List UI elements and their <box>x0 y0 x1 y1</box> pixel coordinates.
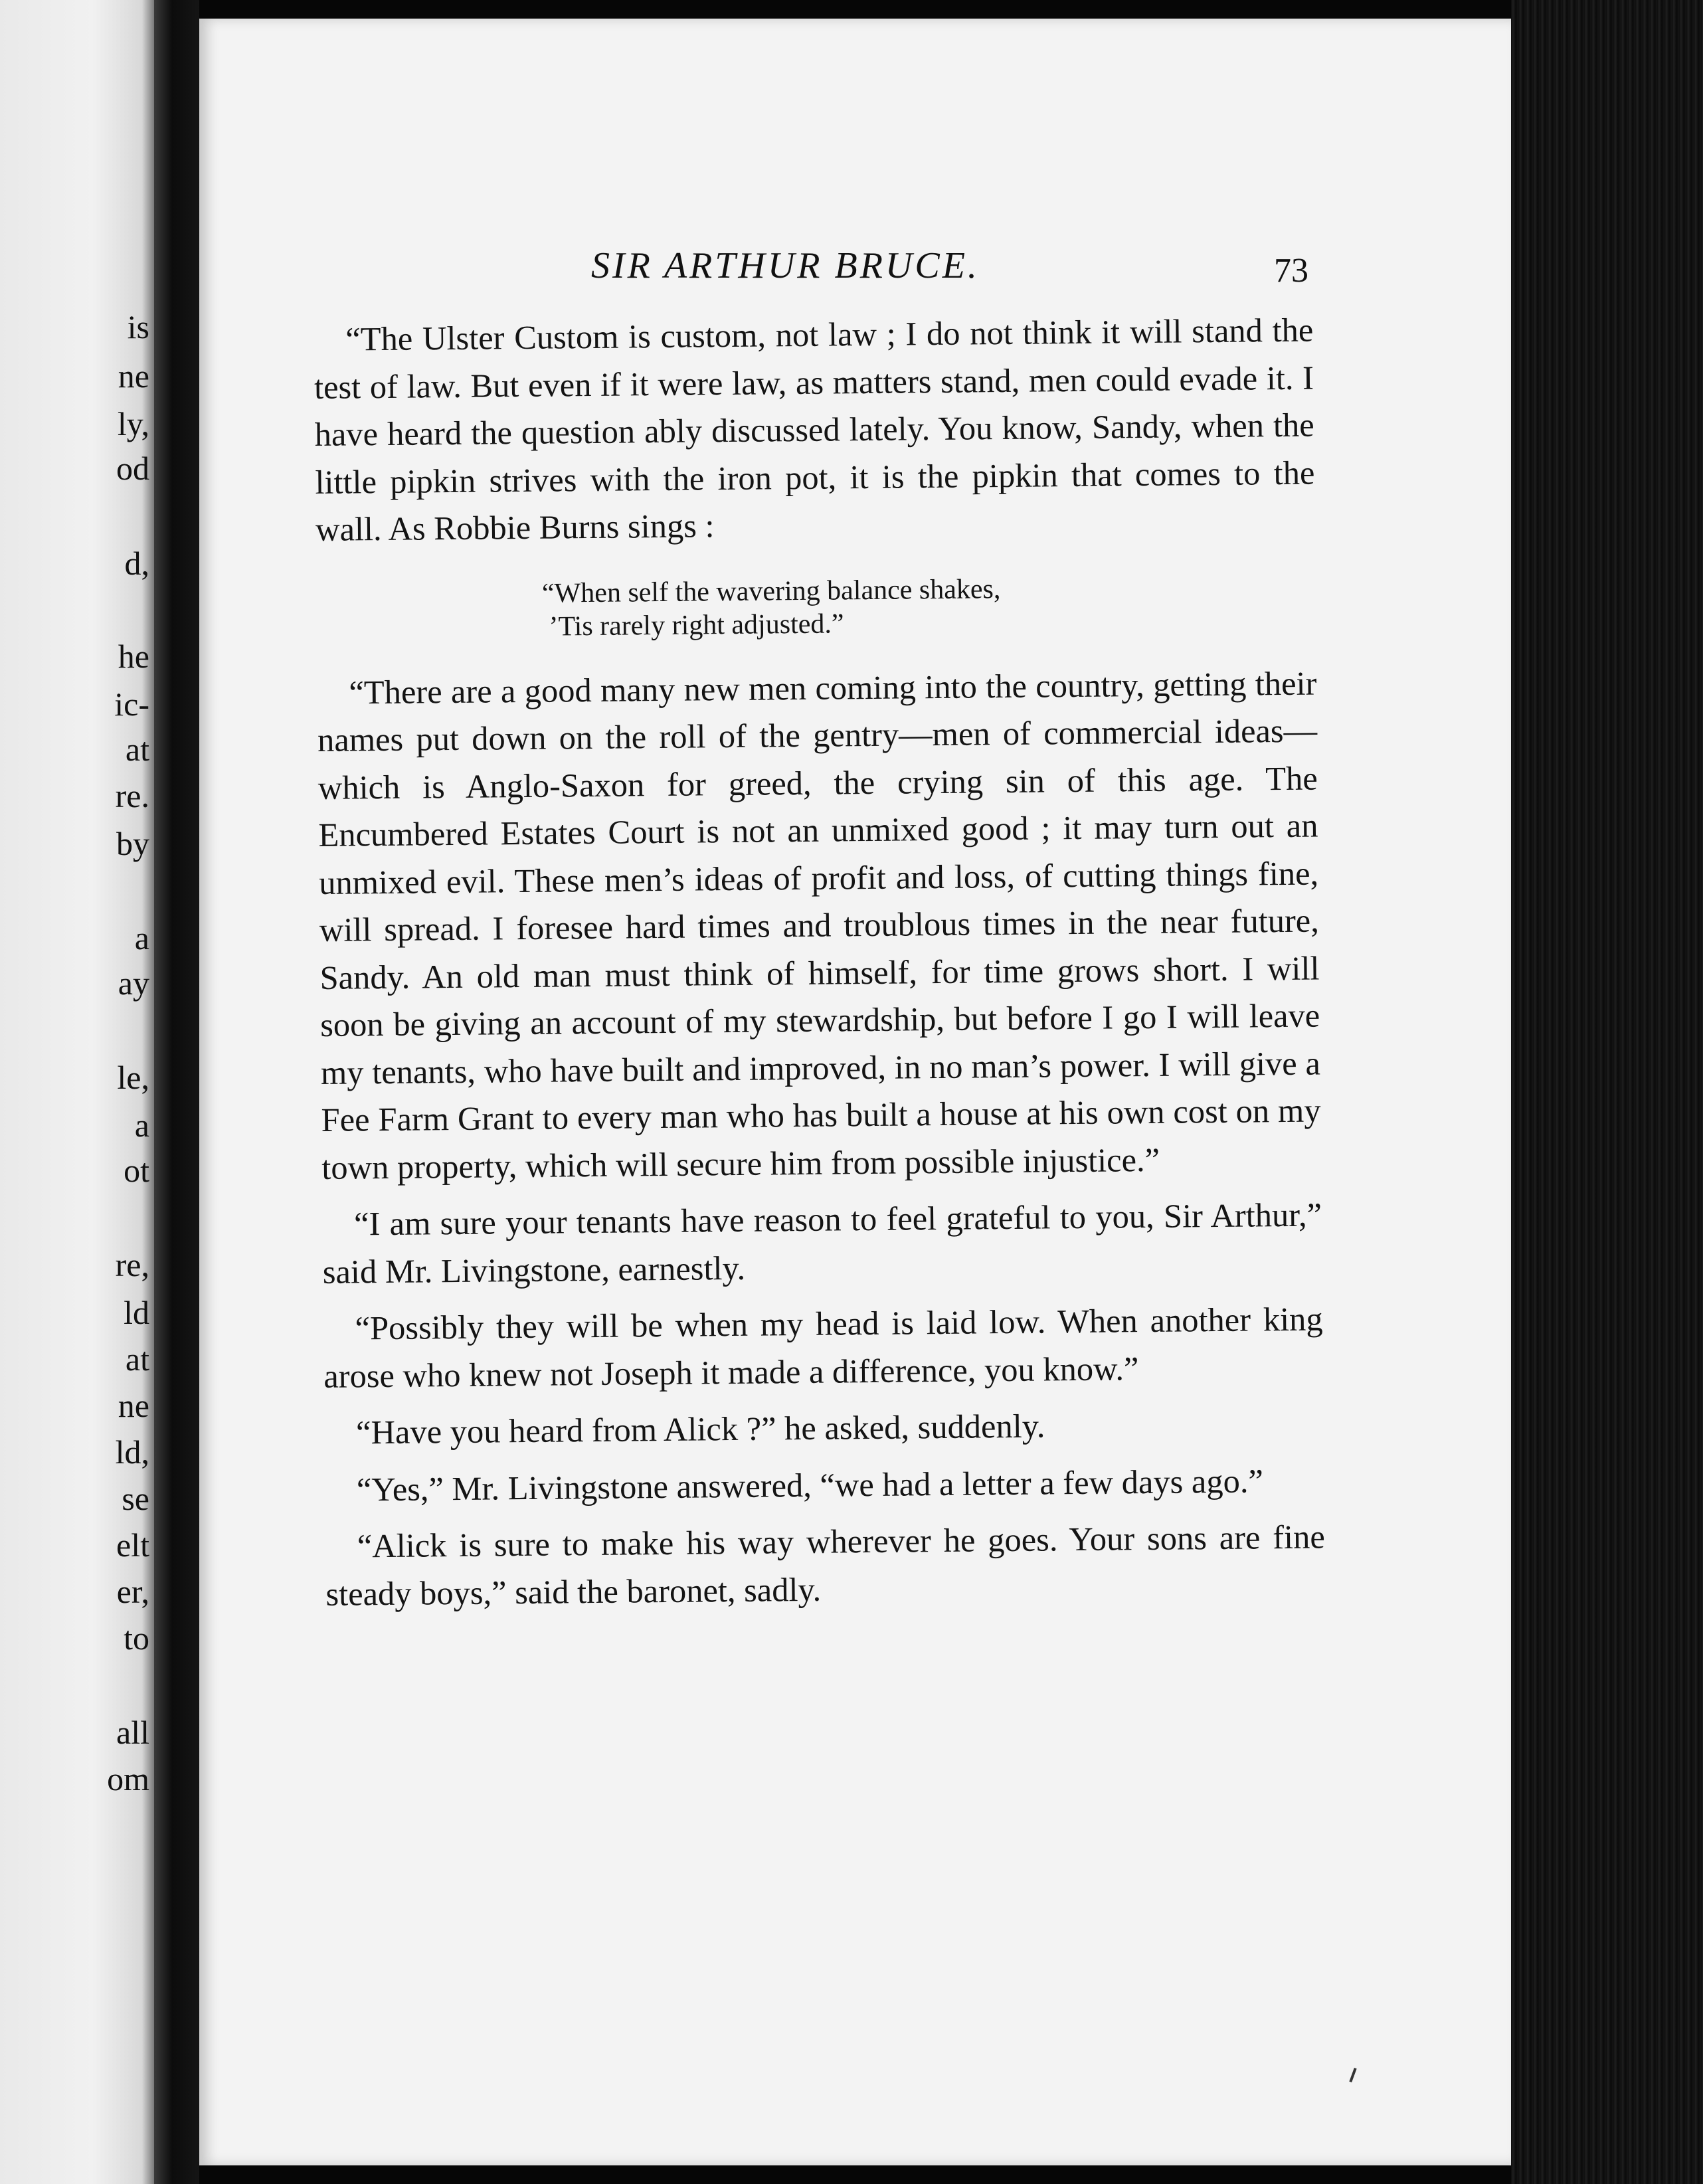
paragraph: “I am sure your tenants have reason to feel grateful to you, Sir Arthur,” said Mr. Livingstone, earnestly. <box>322 1196 1322 1291</box>
running-title: SIR ARTHUR BRUCE. <box>591 245 980 286</box>
verse-quote <box>542 569 1316 643</box>
facing-fragment: at <box>125 731 149 768</box>
facing-fragment: ne <box>118 357 149 395</box>
facing-fragment: se <box>122 1480 149 1517</box>
facing-fragment: ld <box>124 1294 149 1331</box>
facing-fragment: by <box>116 825 149 862</box>
paragraph: “Have you heard from Alick ?” he asked, suddenly. <box>355 1407 1045 1451</box>
book-gutter <box>154 0 199 2184</box>
facing-fragment: d, <box>124 545 149 582</box>
paragraph: “Possibly they will be when my head is laid low. When another king arose who knew not Joseph it made a difference, you know.” <box>323 1300 1323 1395</box>
paper-speck <box>1349 2068 1356 2082</box>
facing-fragment: a <box>134 919 149 956</box>
facing-page <box>0 0 154 2184</box>
facing-fragment: elt <box>116 1526 149 1564</box>
facing-fragment: ld, <box>115 1433 149 1471</box>
paragraph: “The Ulster Custom is custom, not law ; I do not think it will stand the test of law. But even if it were law, as matters stand, men could evade it. I have heard the question ably discussed lately. You know, Sandy, when the little pipkin strives with the iron pot, it is the pipkin that comes to the wall. As Robbie Burns sings : <box>314 311 1315 548</box>
facing-page-text-fragments <box>0 0 154 2184</box>
page-number: 73 <box>1274 252 1308 290</box>
verse-line: ’Tis rarely right adjusted.” <box>549 608 844 642</box>
facing-fragment: ly, <box>117 405 149 442</box>
facing-fragment: he <box>118 638 149 675</box>
facing-fragment: ay <box>118 964 149 1002</box>
body-text <box>314 307 1326 1618</box>
facing-fragment: at <box>125 1340 149 1378</box>
facing-fragment: le, <box>117 1059 149 1096</box>
paragraph: “There are a good many new men coming into the country, getting their names put down on the roll of the gentry—men of commercial ideas—which is Anglo-Saxon for greed, the crying sin of this age. The Encumbered Estates Court is not an unmixed good ; it may turn out an unmixed evil. These men’s ideas of profit and loss, of cutting things fine, will spread. I foresee hard times and troublous times in the near future, Sandy. An old man must think of himself, for time grows short. I will soon be giving an account of my stewardship, but before I go I will leave my tenants, who have built and improved, in no man’s power. I will give a Fee Farm Grant to every man who has built a house at his own cost on my town property, which will secure him from possible injustice.” <box>317 664 1321 1186</box>
paragraph: “Alick is sure to make his way wherever he goes. Your sons are fine steady boys,” said the baronet, sadly. <box>325 1518 1325 1613</box>
facing-fragment: re, <box>115 1246 149 1283</box>
facing-fragment: to <box>124 1619 149 1657</box>
facing-fragment: ne <box>118 1387 149 1424</box>
facing-fragment: a <box>134 1107 149 1144</box>
facing-fragment: om <box>107 1760 149 1797</box>
facing-fragment: er, <box>116 1573 149 1610</box>
facing-fragment: all <box>116 1714 149 1751</box>
facing-fragment: ic- <box>114 685 149 723</box>
page-header <box>199 244 1511 298</box>
verse-line: “When self the wavering balance shakes, <box>541 573 1001 609</box>
facing-fragment: ot <box>124 1152 149 1189</box>
facing-fragment: re. <box>115 777 149 814</box>
binding-edge <box>1511 0 1703 2184</box>
facing-fragment: is <box>127 308 149 345</box>
book-page <box>199 19 1511 2165</box>
paragraph: “Yes,” Mr. Livingstone answered, “we had a letter a few days ago.” <box>356 1461 1264 1508</box>
facing-fragment: od <box>116 450 149 487</box>
